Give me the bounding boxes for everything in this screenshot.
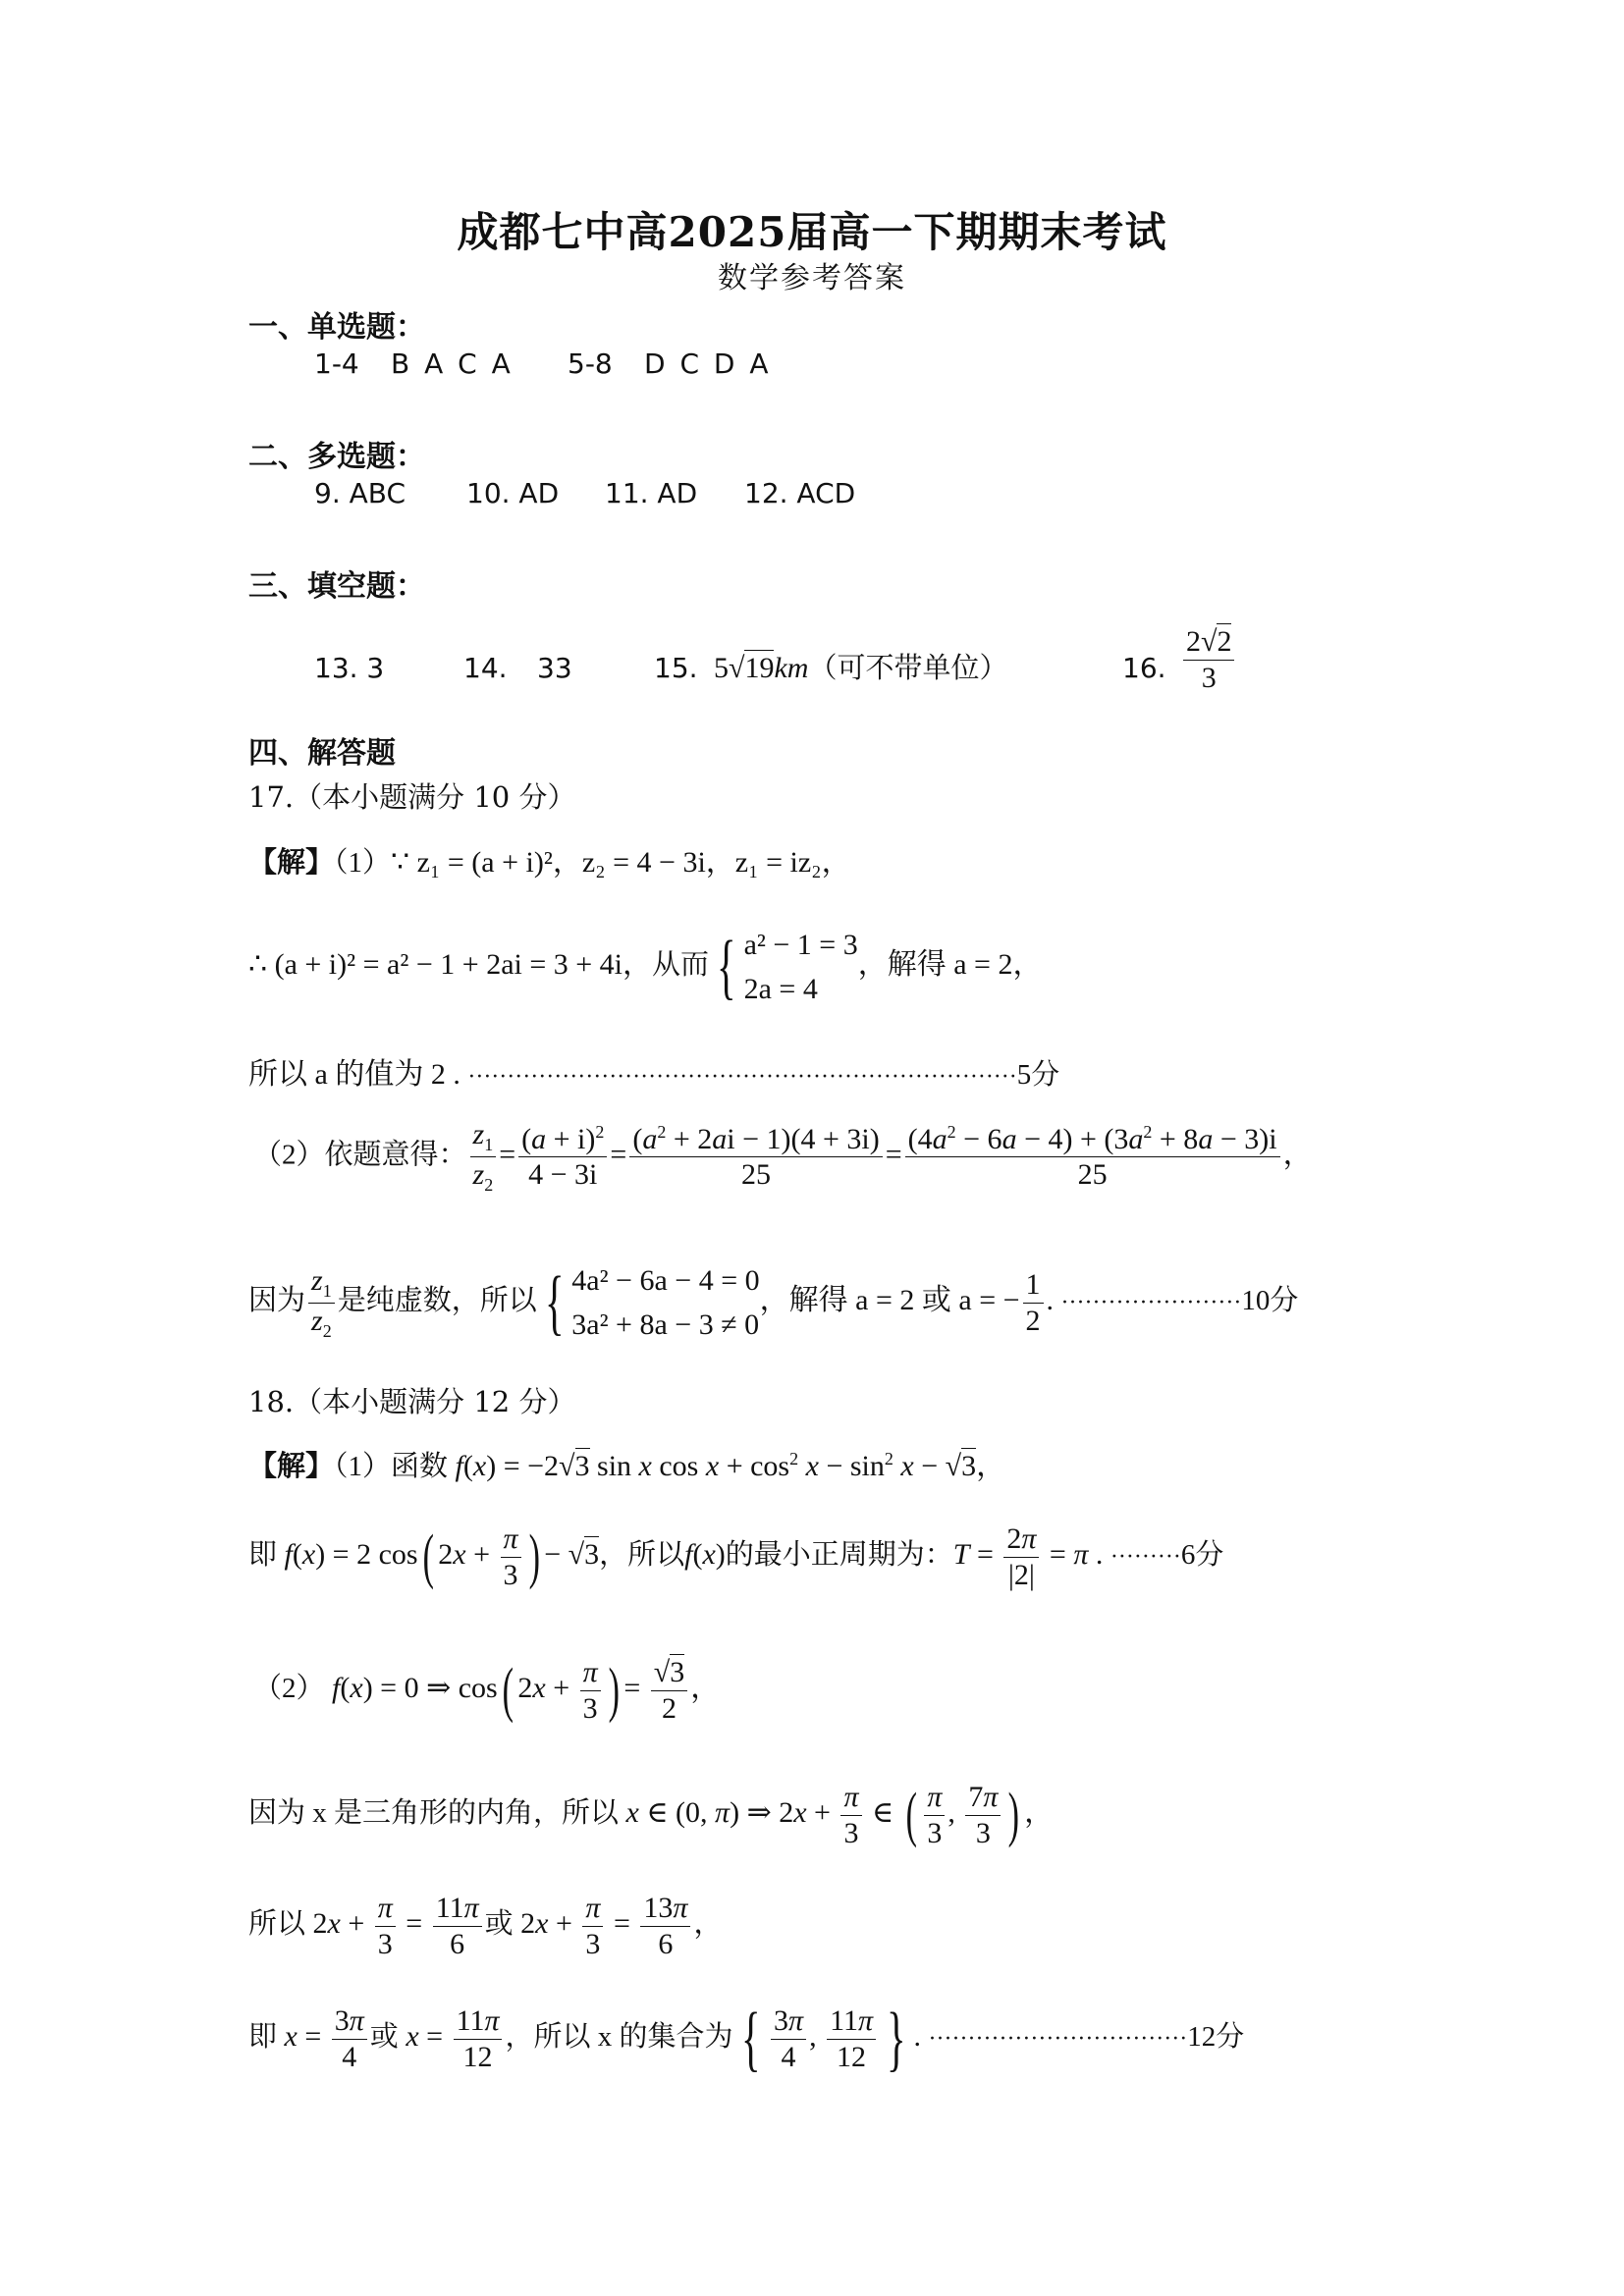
multi-choice-answer-12: 12. ACD [744,477,856,509]
section-solution-heading: 四、解答题 [248,736,396,771]
problem-17-line-4: （2）依题意得： $\frac{z_1}{z_2}$ = $\frac{(a + i)^2}{4 - 3i}$ = $\frac{(a^2 + 2ai - 1)(4 + 3i)}{25}$ = $\frac{(4a^2 - 6a - 4) + (3a^2 + 8a - 3)i}{25}$ ， [253,1118,1313,1195]
section-fill-blank-heading: 三、填空题： [248,569,425,604]
single-choice-group2-label: 5-8 [568,347,613,380]
single-choice-group1-label: 1-4 [314,347,359,380]
problem-17-header: 17.（本小题满分 10 分） [248,780,576,814]
problem-18-line-3: （2） f(x) = 0 ⇒ cos( 2x + $\frac{\pi}{3}$ ) = $\frac{√3}{2}$ ， [253,1656,721,1725]
problem-17-line-3: 所以 a 的值为 2 . ······································································5分 [248,1058,1060,1091]
single-choice-group1-answers: B A C A [391,347,511,380]
problem-18-line-6: 即 x = $\frac{3\pi}{4}$ 或 x = $\frac{11\pi}{12}$ ，所以 x 的集合为 { $\frac{3\pi}{4}$ , $\frac{11\pi}{12}$ } . ·································12分 [248,1999,1245,2079]
problem-17-line-1: 【解】（1）∵ z₁ = (a + i)²，z₂ = 4 − 3i，z₁ = iz₂， [248,846,851,879]
section-single-choice-heading: 一、单选题： [248,310,425,345]
section-multi-choice-heading: 二、多选题： [248,440,425,474]
problem-18-line-5: 所以 2x + $\frac{\pi}{3}$ = $\frac{11\pi}{6}$ 或 2x + $\frac{\pi}{3}$ = $\frac{13\pi}{6}$ ， [248,1892,724,1960]
problem-18-line-4: 因为 x 是三角形的内角，所以 x ∈ (0, π) ⇒ 2x + $\frac{\pi}{3}$ ∈ ( $\frac{\pi}{3}$ , $\frac{7\pi}{3}$ ) ， [248,1781,1055,1849]
single-choice-group2-answers: D C D A [644,347,769,380]
fill-blank-answer-13: 13. 3 [314,652,385,684]
problem-18-line-2: 即 f(x) = 2 cos( 2x + $\frac{\pi}{3}$ ) − √3，所以f(x)的最小正周期为：T = $\frac{2\pi}{|2|}$ = π . ·········6分 [248,1522,1224,1591]
page-subtitle: 数学参考答案 [718,261,906,295]
fill-blank-answer-16: $\frac{2√2}{3}$ [1180,626,1237,693]
problem-18-header: 18.（本小题满分 12 分） [248,1385,576,1418]
fill-blank-label-16: 16. [1122,652,1166,684]
multi-choice-answer-10: 10. AD [466,477,560,509]
multi-choice-answer-11: 11. AD [605,477,698,509]
fill-blank-label-14: 14. [463,652,508,684]
fill-blank-answer-14: 33 [537,652,572,684]
problem-17-line-2: ∴ (a + i)² = a² − 1 + 2ai = 3 + 4i，从而 { a² − 1 = 3 2a = 4 ，解得 a = 2， [248,927,1043,1007]
multi-choice-answer-9: 9. ABC [314,477,406,509]
page-title: 成都七中高2025届高一下期期末考试 [457,208,1167,256]
fill-blank-label-15: 15. [654,652,698,684]
problem-18-line-1: 【解】（1）函数 f(x) = −2√3 sin x $\cos x + \cos^2 x - \sin^2 x - √3$， [248,1449,1006,1482]
problem-17-line-5: 因为 $\frac{z_1}{z_2}$ 是纯虚数，所以 { 4a² − 6a − 4 = 0 3a² + 8a − 3 ≠ 0 ，解得 a = 2 或 a = − $\frac{1}{2}$ . ·······················10分 [248,1262,1299,1343]
fill-blank-answer-15: 5√19km（可不带单位） [714,652,1008,684]
